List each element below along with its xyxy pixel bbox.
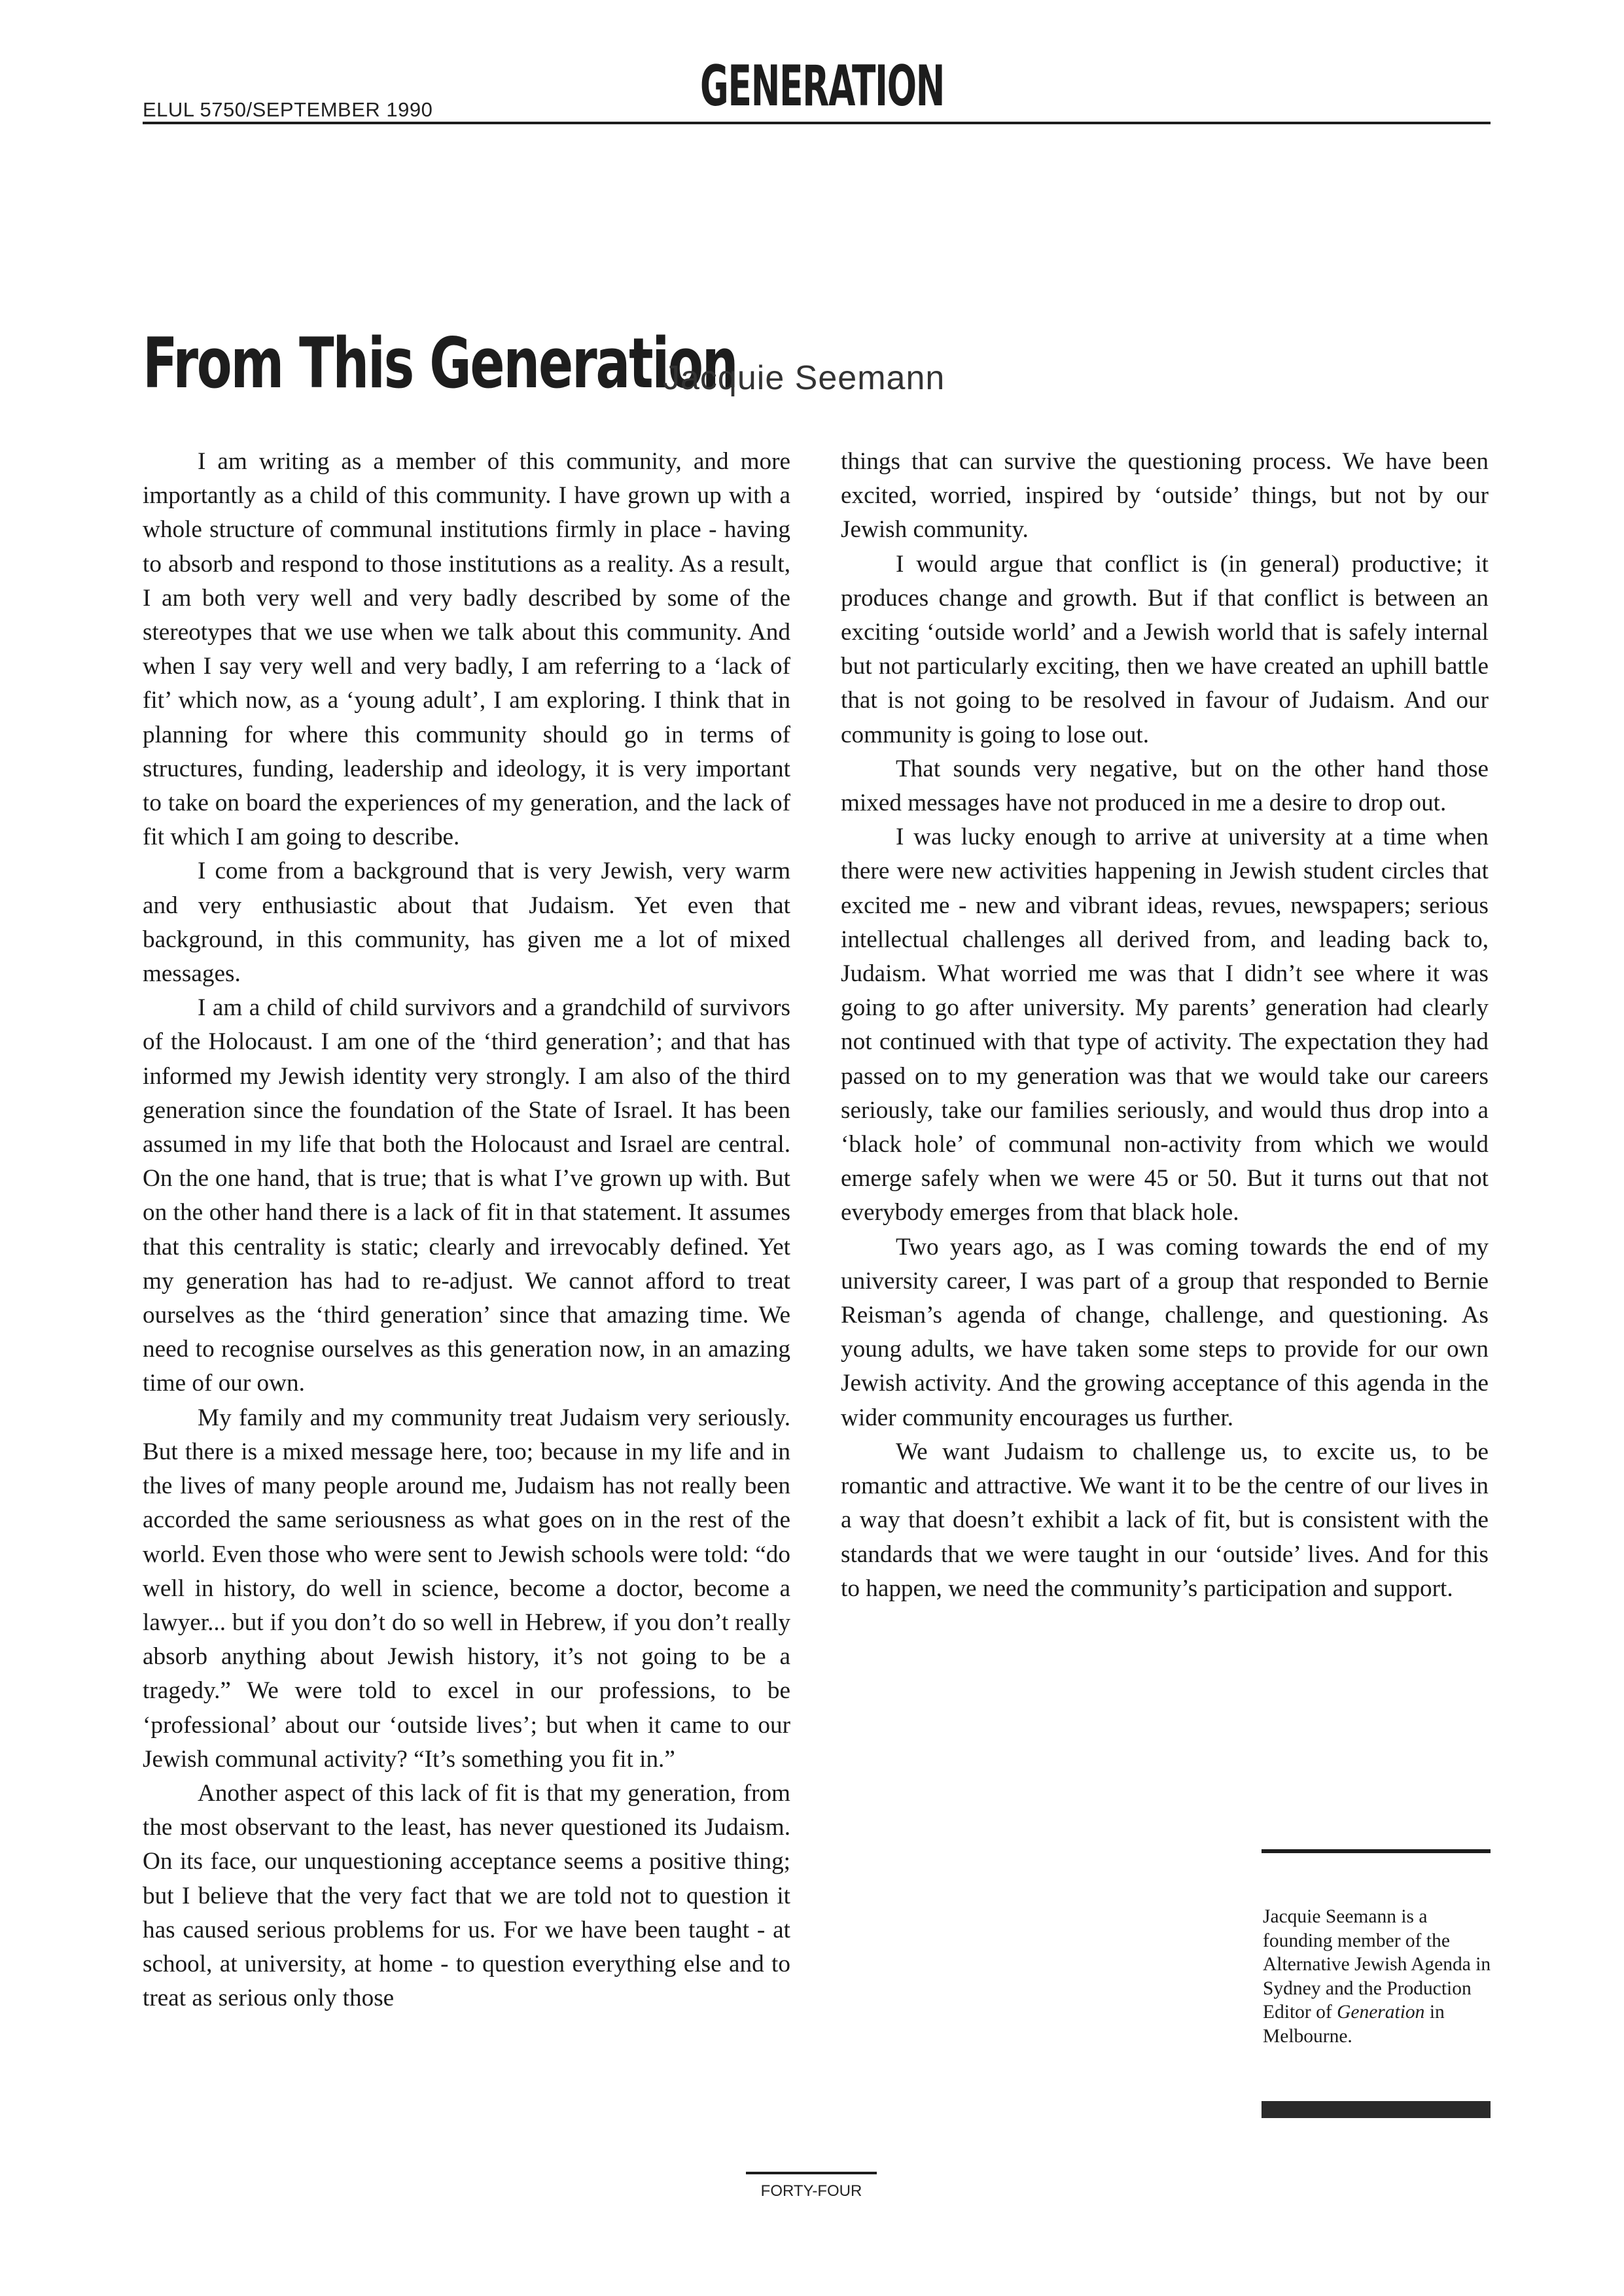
bio-text: Jacquie Seemann is a founding member of the Alternative Jewish Agenda in Sydney and the Production Editor of bbox=[1263, 1906, 1491, 2023]
author-bio bbox=[1263, 1905, 1492, 2048]
folio-rule bbox=[746, 2172, 877, 2174]
bio-text-end: in Melbourne. bbox=[1263, 2002, 1445, 2047]
paragraph: I come from a background that is very Jewish, very warm and very enthusiastic about that Judaism. Yet even that background, in this community, has given me a lot of mixed messages. bbox=[143, 858, 790, 988]
paragraph: My family and my community treat Judaism very seriously. But there is a mixed message here, too; because in my life and in the lives of many people around me, Judaism has not really been accorded the same seriousness as what goes on in the rest of the world. Even those who were sent to Jewish schools were told: “do well in history, do well in science, become a doctor, become a lawyer... but if you don’t do so well in Hebrew, if you don’t really absorb anything about Jewish history, it’s not going to be a tragedy.” We were told to excel in our professions, to be ‘professional’ about our ‘outside lives’; but when it came to our Jewish communal activity? “It’s something you fit in.” bbox=[143, 1404, 790, 1773]
paragraph: I am writing as a member of this community, and more importantly as a child of this community. I have grown up with a whole structure of communal institutions firmly in place - having to absorb and respond to those institutions as a reality. As a result, I am both very well and very badly described by some of the stereotypes that we use when we talk about this community. And when I say very well and very badly, I am referring to a ‘lack of fit’ which now, as a ‘young adult’, I am exploring. I think that in planning for where this community should go in terms of structures, funding, leadership and ideology, it is very important to take on board the experiences of my generation, and the lack of fit which I am going to describe. bbox=[143, 448, 790, 851]
bio-rule-bottom bbox=[1262, 2101, 1491, 2118]
bio-publication: Generation bbox=[1337, 2002, 1425, 2023]
paragraph: I was lucky enough to arrive at university at a time when there were new activities happening in Jewish student circles that excited me - new and vibrant ideas, revues, newspapers; serious intellectual challenges all derived from, and leading back to, Judaism. What worried me was that I didn’t see where it was going to go after university. My parents’ generation had clearly not continued with that type of activity. The expectation they had passed on to my generation was that we would take our careers seriously, take our families seriously, and would thus drop into a ‘black hole’ of communal non-activity from which we would emerge safely when we were 45 or 50. But it turns out that not everybody emerges from that black hole. bbox=[841, 824, 1489, 1226]
paragraph: That sounds very negative, but on the other hand those mixed messages have not produced in me a desire to drop out. bbox=[841, 755, 1489, 817]
paragraph: Another aspect of this lack of fit is that my generation, from the most observant to the least, has never questioned its Judaism. On its face, our unquestioning acceptance seems a positive thing; but I believe that the very fact that we are told not to question it has caused serious problems for us. For we have been taught - at school, at university, at home - to question everything else and to treat as serious only those bbox=[143, 1779, 790, 2012]
paragraph: I am a child of child survivors and a grandchild of survivors of the Holocaust. I am one of the ‘third generation’; and that has informed my Jewish identity very strongly. I am also of the third generation since the foundation of the State of Israel. It has been assumed in my life that both the Holocaust and Israel are central. On the one hand, that is true; that is what I’ve grown up with. But on the other hand there is a lack of fit in that statement. It assumes that this centrality is static; clearly and irrevocably defined. Yet my generation has had to re-adjust. We cannot afford to treat ourselves as the ‘third generation’ since that amazing time. We need to recognise ourselves as this generation now, in an amazing time of our own. bbox=[143, 994, 790, 1397]
article-title: From This Generation bbox=[143, 323, 737, 404]
masthead: GENERATION bbox=[700, 54, 945, 119]
page-number: FORTY-FOUR bbox=[760, 2182, 862, 2200]
header-date: ELUL 5750/SEPTEMBER 1990 bbox=[143, 98, 433, 121]
paragraph: things that can survive the questioning process. We have been excited, worried, inspired by ‘outside’ things, but not by our Jewish community. bbox=[841, 448, 1489, 544]
bio-rule-top bbox=[1262, 1849, 1491, 1853]
header-rule bbox=[143, 122, 1491, 124]
article-author: Jacquie Seemann bbox=[663, 359, 945, 397]
article-column-right bbox=[841, 445, 1489, 1606]
paragraph: I would argue that conflict is (in general) productive; it produces change and growth. But if that conflict is between an exciting ‘outside world’ and a Jewish world that is safely internal but not particularly exciting, then we have created an uphill battle that is not going to be resolved in favour of Judaism. And our community is going to lose out. bbox=[841, 550, 1489, 748]
paragraph: Two years ago, as I was coming towards the end of my university career, I was part of a group that responded to Bernie Reisman’s agenda of change, challenge, and questioning. As young adults, we have taken some steps to provide for our own Jewish activity. And the growing acceptance of this agenda in the wider community encourages us further. bbox=[841, 1233, 1489, 1431]
article-column-left bbox=[143, 445, 790, 2015]
paragraph: We want Judaism to challenge us, to excite us, to be romantic and attractive. We want it to be the centre of our lives in a way that doesn’t exhibit a lack of fit, but is consistent with the standards that we were taught in our ‘outside’ lives. And for this to happen, we need the community’s participation and support. bbox=[841, 1438, 1489, 1602]
